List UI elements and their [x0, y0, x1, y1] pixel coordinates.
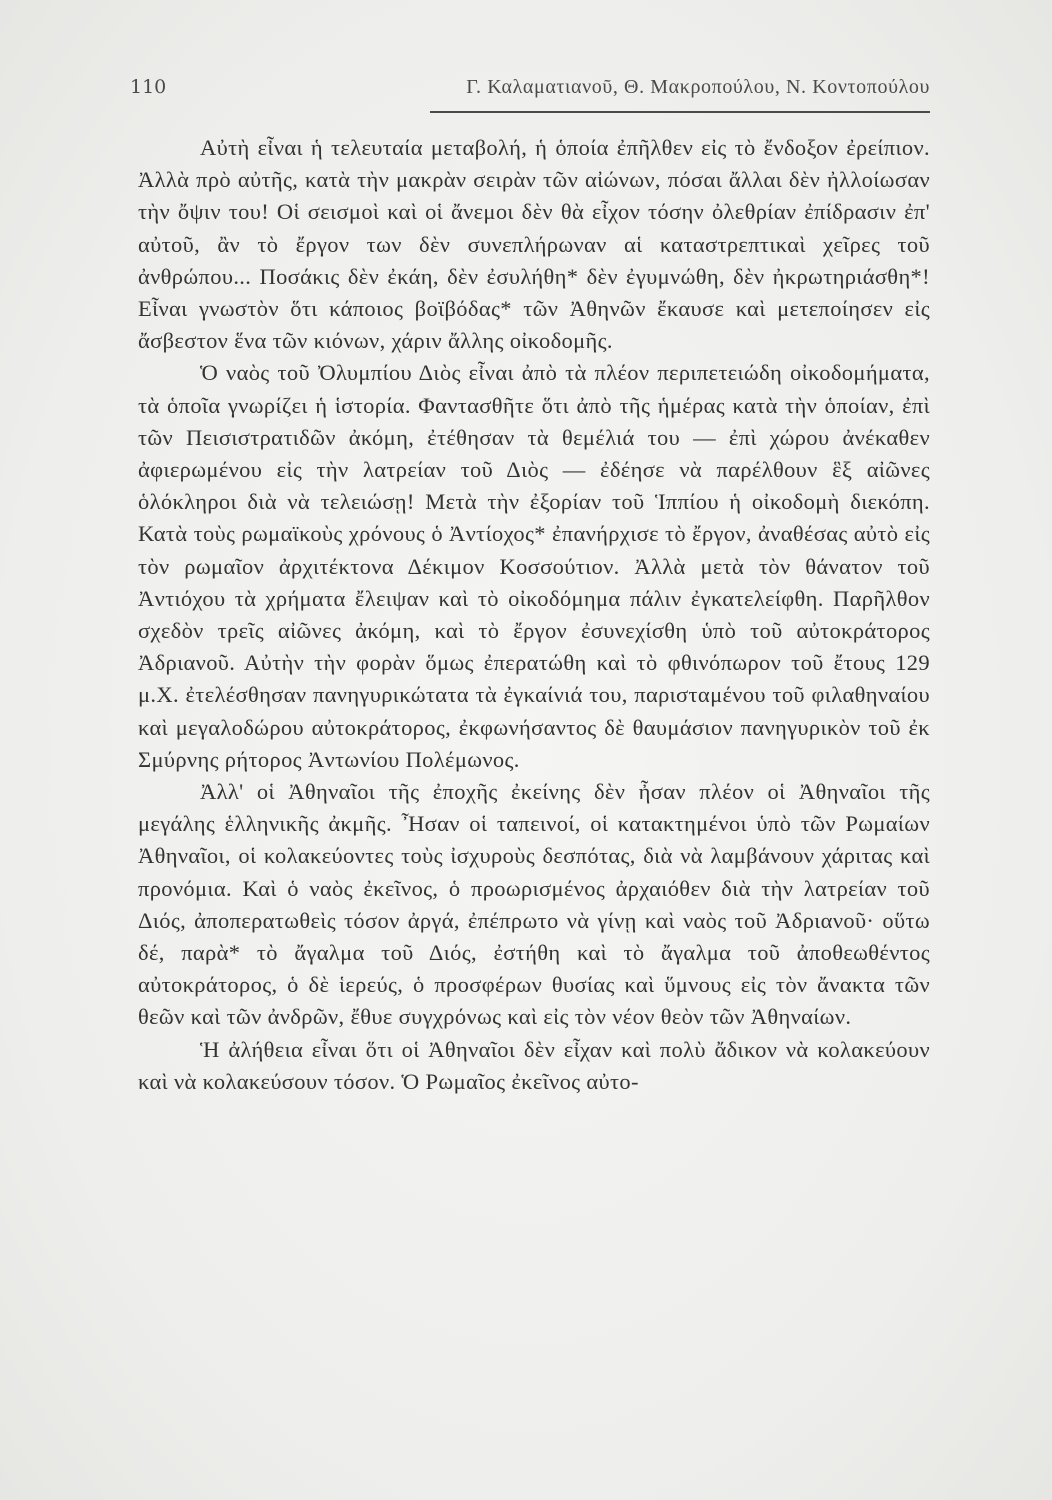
header-rule	[430, 111, 930, 113]
paragraph: Αὐτὴ εἶναι ἡ τελευταία μεταβολή, ἡ ὁποία ἐπῆλθεν εἰς τὸ ἔνδοξον ἐρείπιον. Ἀλλὰ πρὸ αὐτῆς, κατὰ τὴν μακρὰν σειρὰν τῶν αἰώνων, πόσαι ἄλλαι δὲν ἠλλοίωσαν τὴν ὄψιν του! Οἱ σεισμοὶ καὶ οἱ ἄνεμοι δὲν θὰ εἶχον τόσην ὀλεθρίαν ἐπίδρασιν ἐπ' αὐτοῦ, ἂν τὸ ἔργον των δὲν συνεπλήρωναν αἱ καταστρεπτικαὶ χεῖρες τοῦ ἀνθρώπου... Ποσάκις δὲν ἐκάη, δὲν ἐσυλήθη* δὲν ἐγυμνώθη, δὲν ἠκρωτηριάσθη*! Εἶναι γνωστὸν ὅτι κάποιος βοϊβόδας* τῶν Ἀθηνῶν ἔκαυσε καὶ μετεποίησεν εἰς ἄσβεστον ἕνα τῶν κιόνων, χάριν ἄλλης οἰκοδομῆς.	[138, 135, 930, 354]
page-header	[128, 76, 930, 106]
paragraph: Ἀλλ' οἱ Ἀθηναῖοι τῆς ἐποχῆς ἐκείνης δὲν ἦσαν πλέον οἱ Ἀθηναῖοι τῆς μεγάλης ἑλληνικῆς ἀκμῆς. Ἦσαν οἱ ταπεινοί, οἱ κατακτημένοι ὑπὸ τῶν Ρωμαίων Ἀθηναῖοι, οἱ κολακεύοντες τοὺς ἰσχυροὺς δεσπότας, διὰ νὰ λαμβάνουν χάριτας καὶ προνόμια. Καὶ ὁ ναὸς ἐκεῖνος, ὁ προωρισμένος ἀρχαιόθεν διὰ τὴν λατρείαν τοῦ Διός, ἀποπερατωθεὶς τόσον ἀργά, ἐπέπρωτο νὰ γίνῃ καὶ ναὸς τοῦ Ἀδριανοῦ· οὕτω δέ, παρὰ* τὸ ἄγαλμα τοῦ Διός, ἐστήθη καὶ τὸ ἄγαλμα τοῦ ἀποθεωθέντος αὐτοκράτορος, ὁ δὲ ἱερεύς, ὁ προσφέρων θυσίας καὶ ὕμνους εἰς τὸν ἄνακτα τῶν θεῶν καὶ τῶν ἀνδρῶν, ἔθυε συγχρόνως καὶ εἰς τὸν νέον θεὸν τῶν Ἀθηναίων.	[138, 779, 930, 1030]
body-text	[138, 132, 930, 1098]
paragraph: Ἡ ἀλήθεια εἶναι ὅτι οἱ Ἀθηναῖοι δὲν εἶχαν καὶ πολὺ ἄδικον νὰ κολακεύουν καὶ νὰ κολακεύσουν τόσον. Ὁ Ρωμαῖος ἐκεῖνος αὐτο-	[138, 1036, 930, 1094]
paragraph: Ὁ ναὸς τοῦ Ὀλυμπίου Διὸς εἶναι ἀπὸ τὰ πλέον περιπετειώδη οἰκοδομήματα, τὰ ὁποῖα γνωρίζει ἡ ἱστορία. Φαντασθῆτε ὅτι ἀπὸ τῆς ἡμέρας κατὰ τὴν ὁποίαν, ἐπὶ τῶν Πεισιστρατιδῶν ἀκόμη, ἐτέθησαν τὰ θεμέλιά του — ἐπὶ χώρου ἀνέκαθεν ἀφιερωμένου εἰς τὴν λατρείαν τοῦ Διὸς — ἐδέησε νὰ παρέλθουν ἓξ αἰῶνες ὁλόκληροι διὰ νὰ τελειώσῃ! Μετὰ τὴν ἐξορίαν τοῦ Ἱππίου ἡ οἰκοδομὴ διεκόπη. Κατὰ τοὺς ρωμαϊκοὺς χρόνους ὁ Ἀντίοχος* ἐπανήρχισε τὸ ἔργον, ἀναθέσας αὐτὸ εἰς τὸν ρωμαῖον ἀρχιτέκτονα Δέκιμον Κοσσούτιον. Ἀλλὰ μετὰ τὸν θάνατον τοῦ Ἀντιόχου τὰ χρήματα ἔλειψαν καὶ τὸ οἰκοδόμημα πάλιν ἐγκατελείφθη. Παρῆλθον σχεδὸν τρεῖς αἰῶνες ἀκόμη, καὶ τὸ ἔργον ἐσυνεχίσθη ὑπὸ τοῦ αὐτοκράτορος Ἀδριανοῦ. Αὐτὴν τὴν φορὰν ὅμως ἐπερατώθη καὶ τὸ φθινόπωρον τοῦ ἔτους 129 μ.Χ. ἐτελέσθησαν πανηγυρικώτατα τὰ ἐγκαίνιά του, παρισταμένου τοῦ φιλαθηναίου καὶ μεγαλοδώρου αὐτοκράτορος, ἐκφωνήσαντος δὲ θαυμάσιον πανηγυρικὸν τοῦ ἐκ Σμύρνης ρήτορος Ἀντωνίου Πολέμωνος.	[138, 360, 930, 772]
page-number: 110	[130, 76, 167, 98]
running-title: Γ. Καλαματιανοῦ, Θ. Μακροπούλου, Ν. Κοντοπούλου	[466, 76, 930, 98]
